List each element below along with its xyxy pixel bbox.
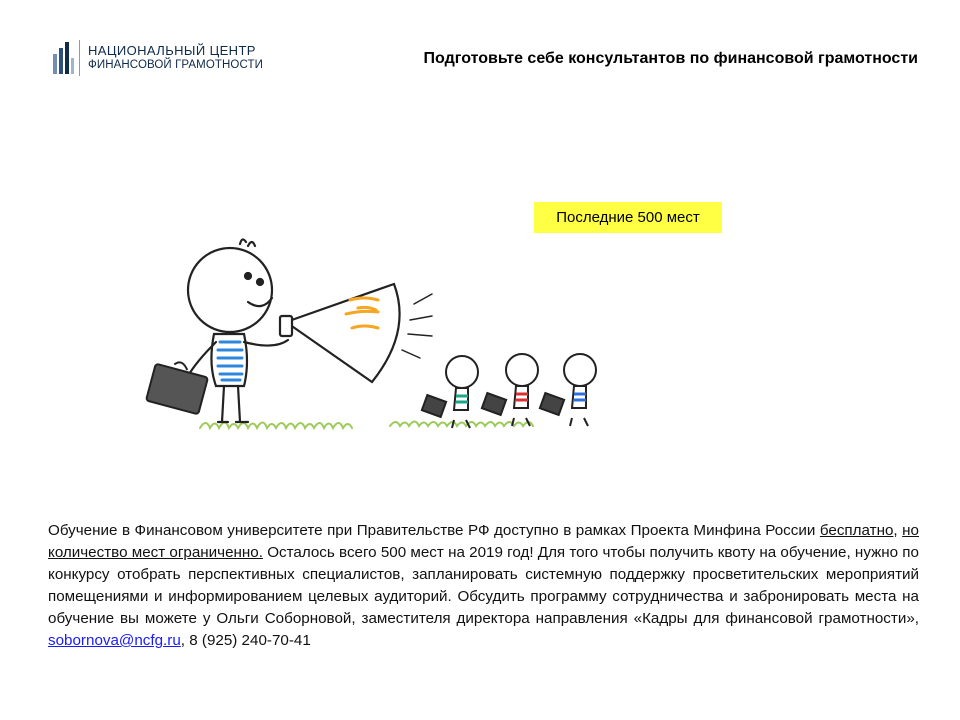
- body-comma: ,: [893, 522, 903, 539]
- small-figure-green: [422, 356, 478, 428]
- bar-chart-logo-icon: [52, 42, 74, 74]
- body-part-3: , 8 (925) 240-70-41: [180, 632, 311, 649]
- logo: [52, 40, 292, 76]
- highlight-badge: Последние 500 мест: [534, 202, 722, 233]
- body-part-2: Осталось всего 500 мест на 2019 год! Для того чтобы получить квоту на обучение, нужно по конкурсу отобрать перспективных специалистов, запланировать системную поддержку просветительских мероприятий помещениями и информированием целевых аудиторий. Обсудить программу сотрудничества и забронировать места на обучение вы можете у Ольги Соборновой, заместителя директора направления «Кадры для финансовой грамотности»,: [48, 544, 919, 627]
- grass: [200, 422, 533, 429]
- body-free: бесплатно: [819, 522, 894, 539]
- logo-text: [88, 43, 263, 73]
- logo-line-1: НАЦИОНАЛЬНЫЙ ЦЕНТР: [88, 43, 256, 58]
- logo-line-2: ФИНАНСОВОЙ ГРАМОТНОСТИ: [88, 59, 263, 71]
- email-link[interactable]: sobornova@ncfg.ru: [48, 632, 181, 649]
- small-figure-red: [482, 354, 538, 426]
- voice-lines: [402, 294, 432, 358]
- megaphone: [280, 284, 400, 382]
- body-paragraph: [48, 520, 919, 652]
- page-title: Подготовьте себе консультантов по финансовой грамотности: [423, 50, 918, 67]
- logo-divider: [79, 40, 80, 76]
- body-part-1: Обучение в Финансовом университете при Правительстве РФ доступно в рамках Проекта Минфина России: [48, 522, 820, 539]
- megaphone-crowd-illustration: [140, 230, 620, 440]
- small-figure-blue: [540, 354, 596, 426]
- briefcase: [146, 361, 208, 414]
- body-limited: но количество мест ограниченно.: [48, 522, 919, 561]
